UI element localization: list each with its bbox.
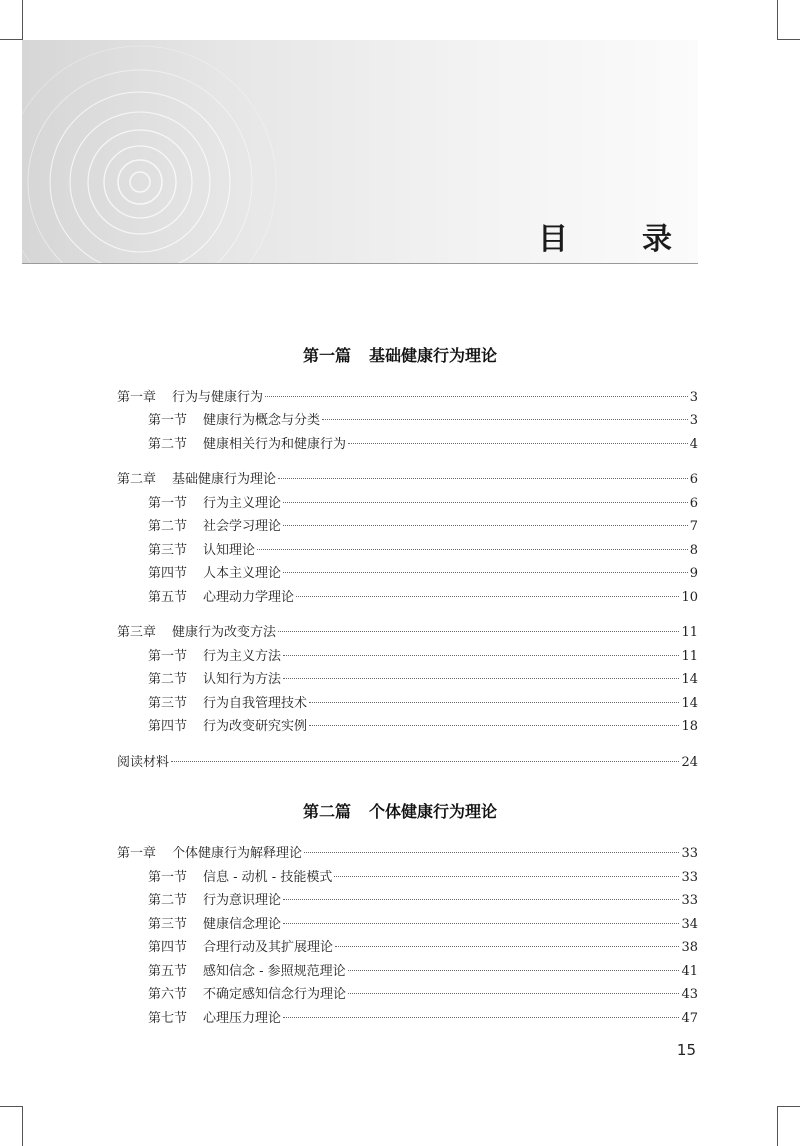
toc-page: 7 <box>689 519 698 534</box>
dot-leader <box>171 760 679 762</box>
toc-page: 47 <box>681 1011 698 1026</box>
toc-title: 行为意识理论 <box>203 893 282 908</box>
dot-leader <box>334 875 679 877</box>
part-title: 个体健康行为理论 <box>369 802 498 821</box>
toc-title: 信息 - 动机 - 技能模式 <box>203 870 333 885</box>
crop-mark <box>778 39 800 40</box>
toc-page: 24 <box>681 755 698 770</box>
dot-leader <box>304 851 679 853</box>
part-heading <box>0 343 800 366</box>
toc-number: 第三章 <box>117 625 157 640</box>
dot-leader <box>348 992 679 994</box>
toc-number: 第二节 <box>148 437 188 452</box>
toc-number: 第五节 <box>148 590 188 605</box>
toc-title: 基础健康行为理论 <box>172 472 277 487</box>
toc-section[interactable] <box>148 1010 698 1028</box>
toc-page: 3 <box>689 390 698 405</box>
toc-title: 个体健康行为解释理论 <box>172 846 303 861</box>
dot-leader <box>322 418 688 420</box>
toc-chapter[interactable] <box>117 624 698 642</box>
part-number: 第二篇 <box>302 802 351 821</box>
toc-page: 43 <box>681 987 698 1002</box>
crop-mark <box>0 39 22 40</box>
toc-page: 10 <box>681 590 698 605</box>
toc-section[interactable] <box>148 542 698 560</box>
toc-number: 第三节 <box>148 543 188 558</box>
toc-title: 心理动力学理论 <box>203 590 295 605</box>
dot-leader <box>335 945 679 947</box>
toc-title: 行为自我管理技术 <box>203 696 308 711</box>
dot-leader <box>309 724 679 726</box>
toc-page: 8 <box>689 543 698 558</box>
toc-page: 4 <box>689 437 698 452</box>
dot-leader <box>283 524 688 526</box>
dot-leader <box>283 922 679 924</box>
toc-section[interactable] <box>148 963 698 981</box>
dot-leader <box>278 477 688 479</box>
toc-section[interactable] <box>148 518 698 536</box>
toc-title: 健康行为改变方法 <box>172 625 277 640</box>
toc-page: 34 <box>681 917 698 932</box>
toc-number: 第四节 <box>148 940 188 955</box>
toc-number: 第四节 <box>148 566 188 581</box>
toc-number: 第一节 <box>148 413 188 428</box>
toc-number: 第二章 <box>117 472 157 487</box>
crop-mark <box>0 1106 22 1107</box>
header-rule <box>22 263 698 264</box>
dot-leader <box>283 571 688 573</box>
toc-title: 健康信念理论 <box>203 917 282 932</box>
toc-number: 第四节 <box>148 719 188 734</box>
toc-page: 14 <box>681 672 698 687</box>
toc-section[interactable] <box>148 565 698 583</box>
toc-number: 第一节 <box>148 649 188 664</box>
toc-number: 第三节 <box>148 917 188 932</box>
part-heading <box>0 799 800 822</box>
toc-section[interactable] <box>148 939 698 957</box>
toc-title: 健康行为概念与分类 <box>203 413 321 428</box>
toc-number: 第七节 <box>148 1011 188 1026</box>
toc-title: 行为主义理论 <box>203 496 282 511</box>
toc-number: 第五节 <box>148 964 188 979</box>
toc-chapter[interactable] <box>117 754 698 772</box>
toc-section[interactable] <box>148 648 698 666</box>
dot-leader <box>309 701 679 703</box>
crop-mark <box>22 0 23 40</box>
toc-section[interactable] <box>148 916 698 934</box>
toc-title: 认知理论 <box>203 543 256 558</box>
dot-leader <box>283 654 679 656</box>
toc-number: 第一章 <box>117 846 157 861</box>
toc-title: 人本主义理论 <box>203 566 282 581</box>
toc-page: 6 <box>689 496 698 511</box>
toc-section[interactable] <box>148 589 698 607</box>
toc-page: 33 <box>681 870 698 885</box>
toc-chapter[interactable] <box>117 845 698 863</box>
toc-title: 阅读材料 <box>117 755 170 770</box>
page-number: 15 <box>676 1041 696 1059</box>
toc-title: 合理行动及其扩展理论 <box>203 940 334 955</box>
toc-number: 第一章 <box>117 390 157 405</box>
toc-section[interactable] <box>148 436 698 454</box>
toc-number: 第六节 <box>148 987 188 1002</box>
dot-leader <box>348 969 680 971</box>
toc-title: 社会学习理论 <box>203 519 282 534</box>
toc-section[interactable] <box>148 869 698 887</box>
toc-page: 18 <box>681 719 698 734</box>
toc-page: 6 <box>689 472 698 487</box>
toc-section[interactable] <box>148 986 698 1004</box>
toc-section[interactable] <box>148 718 698 736</box>
toc-page: 11 <box>681 625 698 640</box>
toc-page: 3 <box>689 413 698 428</box>
toc-section[interactable] <box>148 412 698 430</box>
crop-mark <box>778 1106 800 1107</box>
toc-title: 行为改变研究实例 <box>203 719 308 734</box>
dot-leader <box>348 442 688 444</box>
page-title: 目 录 <box>538 222 694 257</box>
toc-section[interactable] <box>148 495 698 513</box>
toc-section[interactable] <box>148 892 698 910</box>
crop-mark <box>22 1106 23 1146</box>
toc-section[interactable] <box>148 695 698 713</box>
dot-leader <box>265 395 688 397</box>
toc-chapter[interactable] <box>117 471 698 489</box>
toc-number: 第三节 <box>148 696 188 711</box>
toc-chapter[interactable] <box>117 389 698 407</box>
dot-leader <box>296 595 679 597</box>
toc-number: 第二节 <box>148 893 188 908</box>
toc-title: 健康相关行为和健康行为 <box>203 437 347 452</box>
toc-page: 38 <box>681 940 698 955</box>
dot-leader <box>283 1016 679 1018</box>
toc-page: 41 <box>681 964 698 979</box>
toc-title: 行为主义方法 <box>203 649 282 664</box>
toc-title: 认知行为方法 <box>203 672 282 687</box>
dot-leader <box>283 677 679 679</box>
toc-number: 第二节 <box>148 672 188 687</box>
toc-title: 行为与健康行为 <box>172 390 264 405</box>
toc-number: 第二节 <box>148 519 188 534</box>
crop-mark <box>777 0 778 40</box>
dot-leader <box>283 898 679 900</box>
toc-page: 14 <box>681 696 698 711</box>
dot-leader <box>257 548 688 550</box>
toc-number: 第一节 <box>148 496 188 511</box>
crop-mark <box>777 1106 778 1146</box>
toc-page: 33 <box>681 846 698 861</box>
toc-number: 第一节 <box>148 870 188 885</box>
part-title: 基础健康行为理论 <box>369 346 498 365</box>
dot-leader <box>283 501 688 503</box>
toc-title: 感知信念 - 参照规范理论 <box>203 964 346 979</box>
toc-title: 不确定感知信念行为理论 <box>203 987 347 1002</box>
dot-leader <box>278 630 679 632</box>
toc-page: 11 <box>681 649 698 664</box>
toc-page: 9 <box>689 566 698 581</box>
part-number: 第一篇 <box>302 346 351 365</box>
toc-page: 33 <box>681 893 698 908</box>
toc-section[interactable] <box>148 671 698 689</box>
toc-title: 心理压力理论 <box>203 1011 282 1026</box>
